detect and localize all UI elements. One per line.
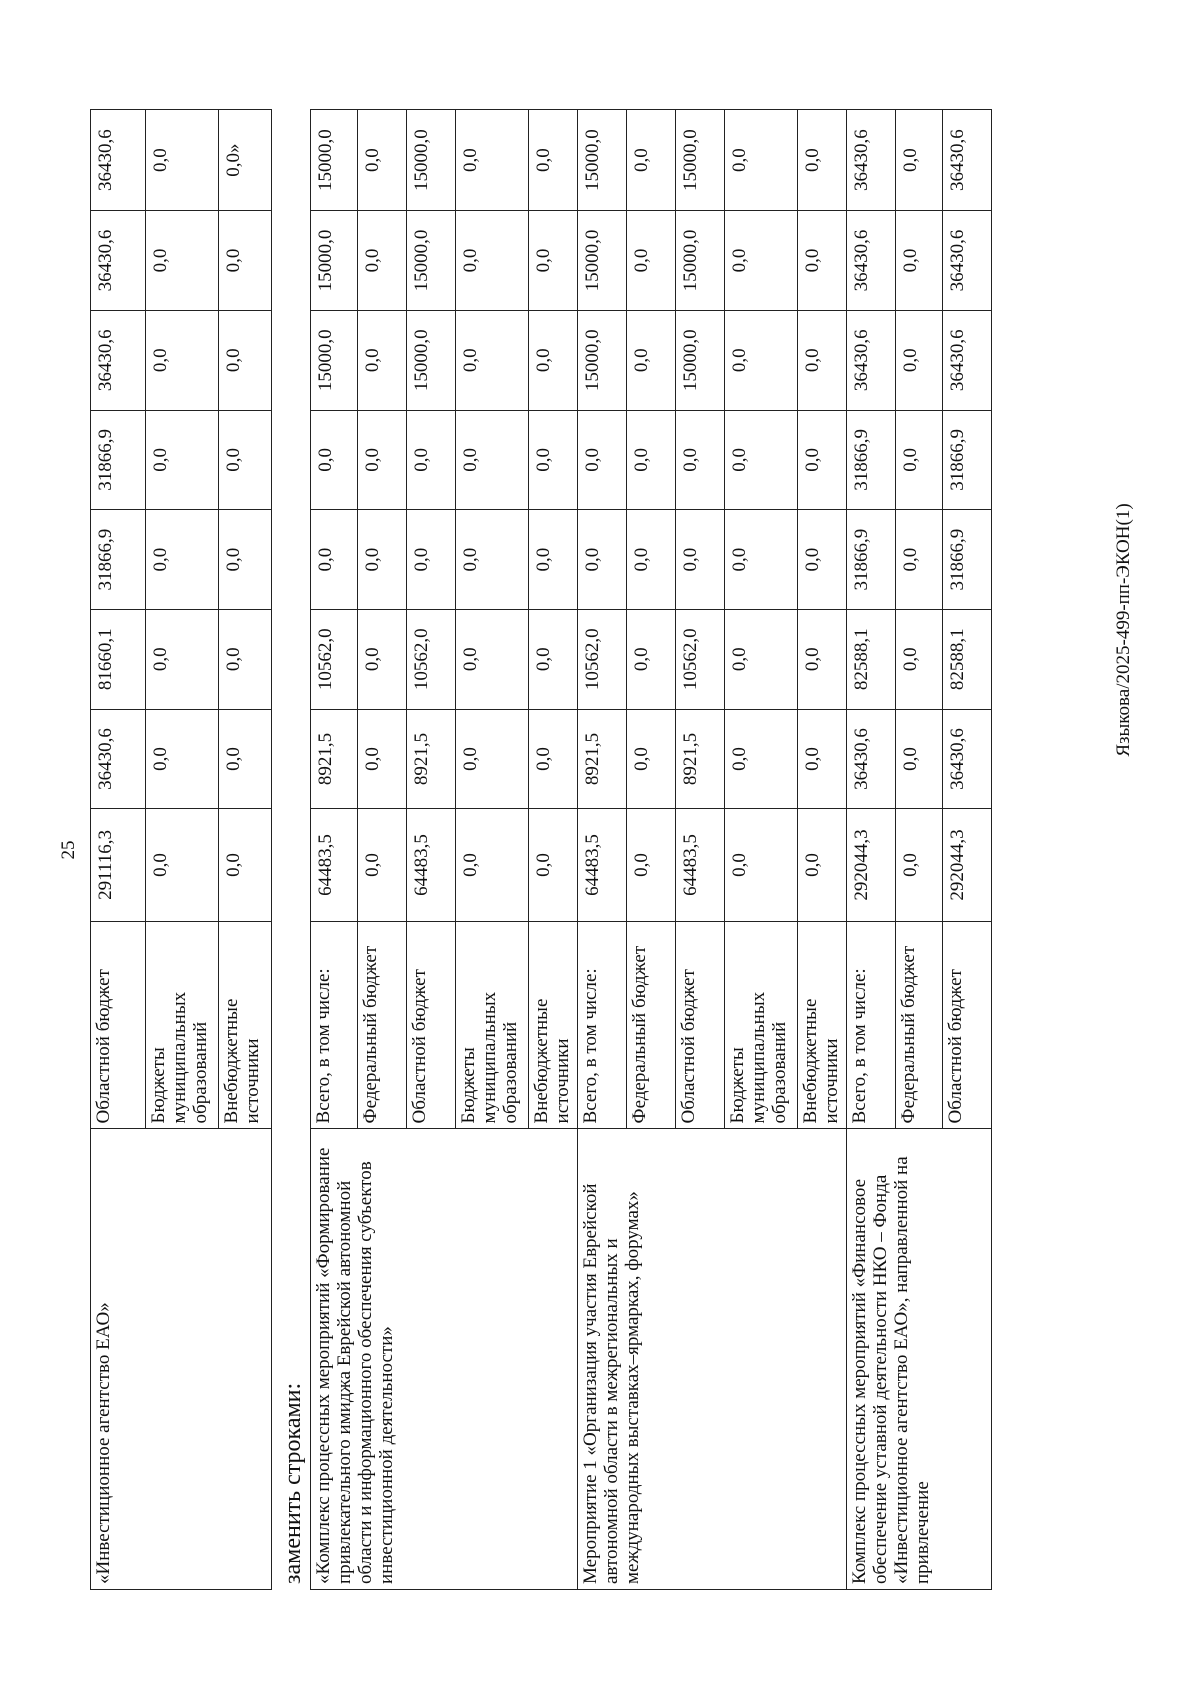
amount-cell: 0,0 [627,110,676,211]
funding-source-label: Федеральный бюджет [896,921,943,1129]
amount-cell: 0,0 [676,510,725,610]
funding-source-label: Внебюджетные источники [219,921,272,1129]
amount-cell: 36430,6 [847,110,896,211]
amount-cell: 0,0 [627,510,676,610]
amount-cell: 8921,5 [578,709,627,809]
amount-cell: 0,0 [627,211,676,311]
amount-cell: 0,0 [725,211,798,311]
amount-cell: 0,0 [358,609,407,709]
amount-cell: 0,0 [578,410,627,510]
amount-cell: 0,0 [358,110,407,211]
amount-cell: 31866,9 [91,510,146,610]
amount-cell: 0,0 [896,310,943,410]
amount-cell: 0,0 [627,310,676,410]
table-row [578,110,627,1590]
amount-cell: 0,0 [798,410,847,510]
amount-cell: 0,0 [529,110,578,211]
amount-cell: 0,0 [529,709,578,809]
amount-cell: 0,0 [358,510,407,610]
amount-cell: 0,0 [896,410,943,510]
amount-cell: 10562,0 [676,609,725,709]
amount-cell: 0,0 [725,809,798,921]
amount-cell: 82588,1 [943,609,992,709]
amount-cell: 0,0 [798,211,847,311]
amount-cell: 10562,0 [578,609,627,709]
amount-cell: 15000,0 [676,211,725,311]
amount-cell: 0,0 [529,510,578,610]
amount-cell: 0,0 [219,410,272,510]
amount-cell: 15000,0 [311,211,358,311]
amount-cell: 0,0 [798,510,847,610]
amount-cell: 0,0 [529,410,578,510]
amount-cell: 10562,0 [407,609,456,709]
activity-description: Комплекс процессных мероприятий «Финансовое обеспечение уставной деятельности НКО – Фонда «Инвестиционное агентство ЕАО», направленной на привлечение [847,1129,992,1590]
amount-cell: 0,0 [146,609,219,709]
amount-cell: 0,0 [896,609,943,709]
funding-source-label: Бюджеты муниципальных образований [725,921,798,1129]
amount-cell: 36430,6 [91,110,146,211]
amount-cell: 0,0 [725,609,798,709]
amount-cell: 0,0 [896,809,943,921]
replace-caption: заменить строками: [280,1382,306,1584]
amount-cell: 15000,0 [578,310,627,410]
amount-cell: 8921,5 [676,709,725,809]
funding-source-label: Областной бюджет [91,921,146,1129]
amount-cell: 0,0 [456,410,529,510]
amount-cell: 0,0 [529,609,578,709]
amount-cell: 0,0 [456,211,529,311]
amount-cell: 81660,1 [91,609,146,709]
amount-cell: 15000,0 [311,310,358,410]
amount-cell: 0,0 [219,211,272,311]
amount-cell: 0,0 [456,110,529,211]
funding-source-label: Областной бюджет [407,921,456,1129]
funding-source-label: Областной бюджет [676,921,725,1129]
amount-cell: 0,0 [456,609,529,709]
amount-cell: 0,0 [798,110,847,211]
amount-cell: 292044,3 [943,809,992,921]
amount-cell: 0,0» [219,110,272,211]
budget-table-replacement [310,109,992,1590]
amount-cell: 0,0 [146,211,219,311]
amount-cell: 31866,9 [847,410,896,510]
table-row [91,110,146,1590]
amount-cell: 31866,9 [943,410,992,510]
amount-cell: 36430,6 [847,310,896,410]
amount-cell: 0,0 [529,310,578,410]
activity-description: Мероприятие 1 «Организация участия Еврейской автономной области в межрегиональных и международных выставках–ярмарках, форумах» [578,1129,847,1590]
amount-cell: 36430,6 [943,310,992,410]
amount-cell: 0,0 [146,410,219,510]
budget-table-current [90,109,272,1590]
amount-cell: 0,0 [146,510,219,610]
amount-cell: 0,0 [627,609,676,709]
amount-cell: 31866,9 [943,510,992,610]
amount-cell: 0,0 [146,709,219,809]
amount-cell: 15000,0 [407,310,456,410]
amount-cell: 292044,3 [847,809,896,921]
amount-cell: 0,0 [798,609,847,709]
amount-cell: 0,0 [676,410,725,510]
table-row [311,110,358,1590]
amount-cell: 0,0 [725,410,798,510]
amount-cell: 64483,5 [311,809,358,921]
amount-cell: 0,0 [146,310,219,410]
amount-cell: 0,0 [456,809,529,921]
amount-cell: 0,0 [578,510,627,610]
document-body [90,110,992,1590]
amount-cell: 0,0 [896,110,943,211]
amount-cell: 0,0 [219,510,272,610]
amount-cell: 291116,3 [91,809,146,921]
amount-cell: 0,0 [798,709,847,809]
amount-cell: 0,0 [219,609,272,709]
amount-cell: 36430,6 [943,709,992,809]
amount-cell: 36430,6 [91,211,146,311]
funding-source-label: Бюджеты муниципальных образований [456,921,529,1129]
rotated-page-content [90,110,1110,1590]
amount-cell: 15000,0 [578,211,627,311]
table-row [847,110,896,1590]
amount-cell: 0,0 [798,310,847,410]
amount-cell: 0,0 [358,310,407,410]
amount-cell: 0,0 [627,709,676,809]
amount-cell: 0,0 [798,809,847,921]
amount-cell: 82588,1 [847,609,896,709]
amount-cell: 0,0 [219,809,272,921]
amount-cell: 0,0 [456,310,529,410]
amount-cell: 0,0 [627,410,676,510]
amount-cell: 0,0 [627,809,676,921]
amount-cell: 64483,5 [578,809,627,921]
amount-cell: 64483,5 [676,809,725,921]
amount-cell: 0,0 [529,809,578,921]
amount-cell: 0,0 [725,709,798,809]
funding-source-label: Всего, в том числе: [311,921,358,1129]
amount-cell: 36430,6 [91,310,146,410]
funding-source-label: Федеральный бюджет [358,921,407,1129]
amount-cell: 15000,0 [407,110,456,211]
amount-cell: 8921,5 [407,709,456,809]
amount-cell: 0,0 [529,211,578,311]
amount-cell: 64483,5 [407,809,456,921]
funding-source-label: Федеральный бюджет [627,921,676,1129]
amount-cell: 0,0 [725,110,798,211]
amount-cell: 0,0 [311,410,358,510]
funding-source-label: Всего, в том числе: [578,921,627,1129]
activity-description: «Комплекс процессных мероприятий «Формирование привлекательного имиджа Еврейской автономной области и информационного обеспечения субъектов инвестиционной деятельности» [311,1129,578,1590]
amount-cell: 15000,0 [311,110,358,211]
amount-cell: 31866,9 [91,410,146,510]
amount-cell: 15000,0 [676,310,725,410]
page-number: 25 [58,840,79,860]
amount-cell: 36430,6 [91,709,146,809]
footer-document-code: Языкова/2025-499-пп-ЭКОН(1) [1113,503,1134,757]
amount-cell: 0,0 [407,410,456,510]
amount-cell: 15000,0 [407,211,456,311]
amount-cell: 0,0 [311,510,358,610]
amount-cell: 0,0 [456,510,529,610]
amount-cell: 0,0 [146,110,219,211]
amount-cell: 36430,6 [847,709,896,809]
amount-cell: 36430,6 [847,211,896,311]
amount-cell: 0,0 [725,510,798,610]
row-description: «Инвестиционное агентство ЕАО» [91,1129,272,1590]
amount-cell: 0,0 [219,310,272,410]
amount-cell: 0,0 [896,211,943,311]
amount-cell: 0,0 [358,809,407,921]
amount-cell: 36430,6 [943,211,992,311]
amount-cell: 15000,0 [578,110,627,211]
amount-cell: 36430,6 [943,110,992,211]
amount-cell: 0,0 [146,809,219,921]
amount-cell: 0,0 [896,709,943,809]
amount-cell: 0,0 [407,510,456,610]
funding-source-label: Всего, в том числе: [847,921,896,1129]
amount-cell: 31866,9 [847,510,896,610]
amount-cell: 10562,0 [311,609,358,709]
amount-cell: 0,0 [725,310,798,410]
funding-source-label: Внебюджетные источники [529,921,578,1129]
amount-cell: 0,0 [358,410,407,510]
amount-cell: 0,0 [358,709,407,809]
amount-cell: 15000,0 [676,110,725,211]
amount-cell: 0,0 [456,709,529,809]
amount-cell: 0,0 [896,510,943,610]
amount-cell: 8921,5 [311,709,358,809]
amount-cell: 0,0 [219,709,272,809]
funding-source-label: Внебюджетные источники [798,921,847,1129]
amount-cell: 0,0 [358,211,407,311]
funding-source-label: Бюджеты муниципальных образований [146,921,219,1129]
funding-source-label: Областной бюджет [943,921,992,1129]
